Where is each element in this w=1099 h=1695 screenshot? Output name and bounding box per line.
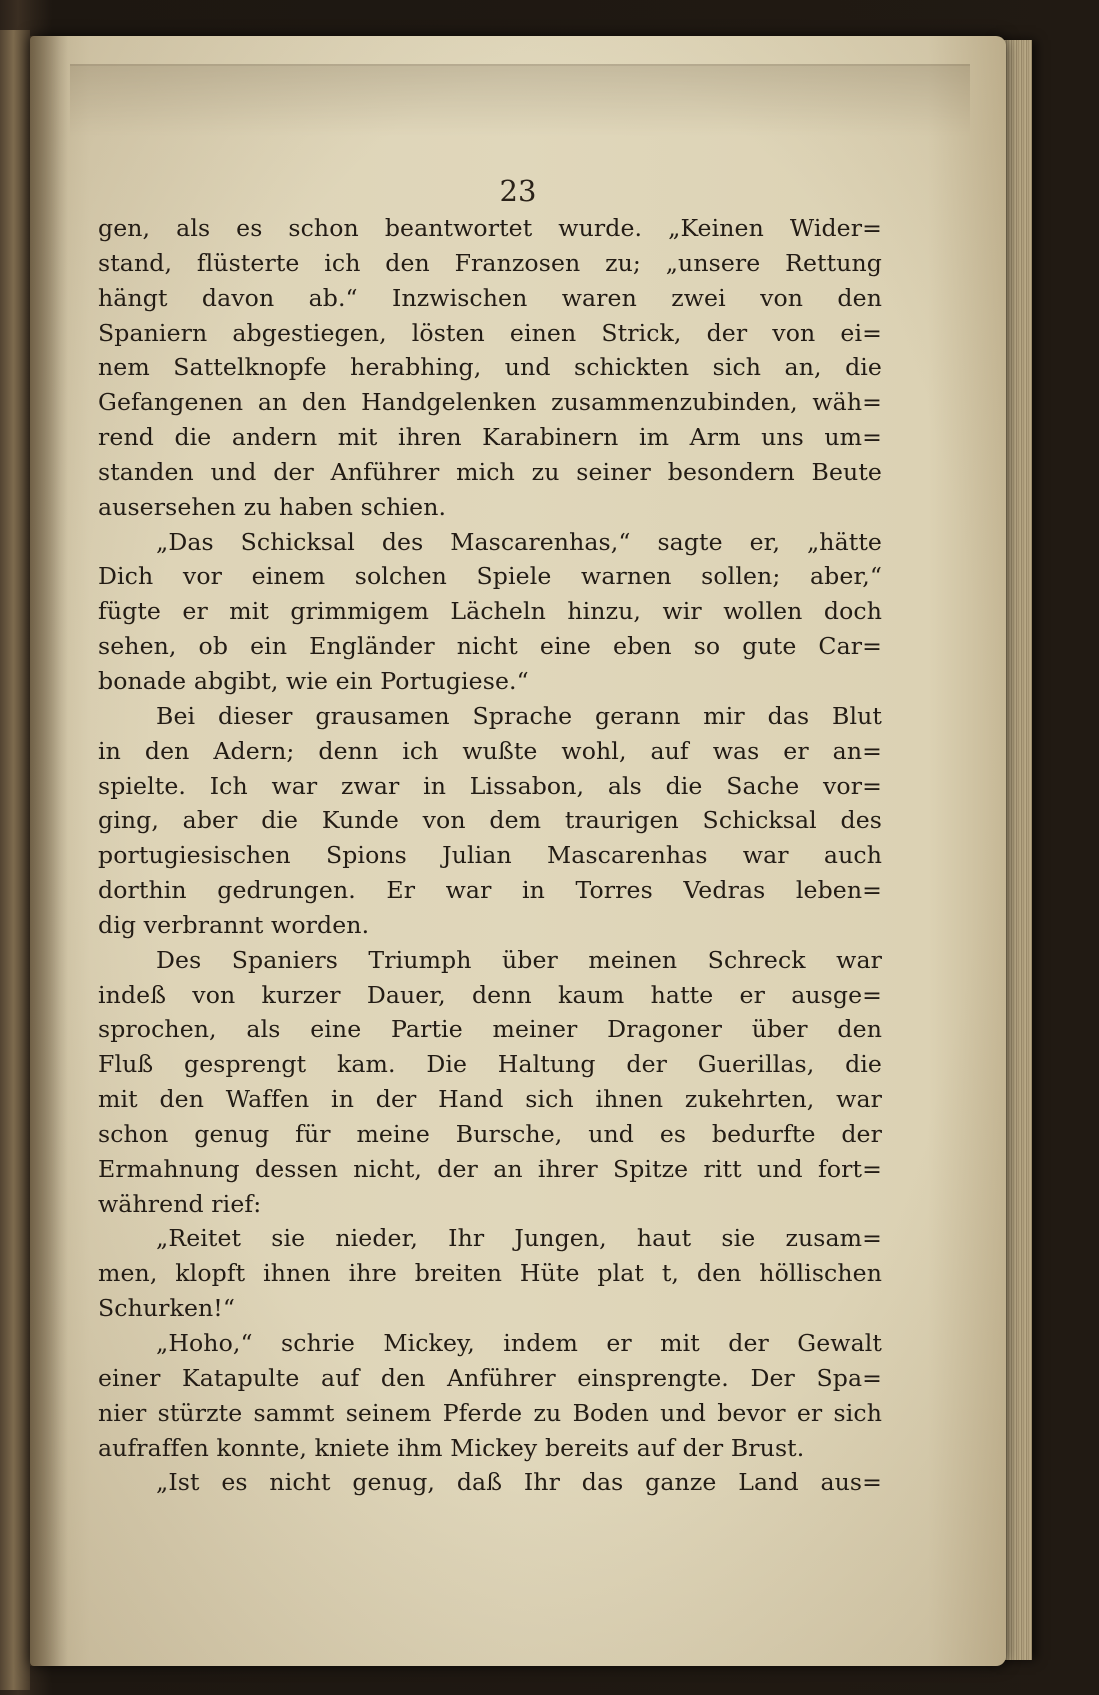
text-line: gen, als es schon beantwortet wurde. „Keinen Wider= (98, 214, 882, 242)
previous-page-edge (0, 30, 30, 1690)
page-top-fold (70, 64, 970, 136)
text-line: sprochen, als eine Partie meiner Dragoner über den (98, 1015, 882, 1044)
text-line: einer Katapulte auf den Anführer einsprengte. Der Spa= (98, 1363, 882, 1392)
text-line: Ermahnung dessen nicht, der an ihrer Spitze ritt und fort= (98, 1154, 882, 1183)
text-line: Dich vor einem solchen Spiele warnen sollen; aber,“ (98, 562, 882, 591)
text-line: in den Adern; denn ich wußte wohl, auf was er an= (98, 736, 882, 765)
text-line: schon genug für meine Bursche, und es bedurfte der (98, 1119, 882, 1148)
text-line: stand, flüsterte ich den Franzosen zu; „unsere Rettung (98, 248, 882, 277)
text-line: Bei dieser grausamen Sprache gerann mir das Blut (156, 701, 882, 730)
text-line: während rief: (98, 1189, 262, 1218)
page-number: 23 (499, 174, 537, 208)
page-gutter-shadow (30, 36, 68, 1666)
text-line: nier stürzte sammt seinem Pferde zu Boden und bevor er sich (98, 1398, 882, 1427)
text-line: aufraffen konnte, kniete ihm Mickey bereits auf der Brust. (98, 1433, 805, 1462)
text-line: nem Sattelknopfe herabhing, und schickten sich an, die (98, 353, 882, 382)
text-line: dig verbrannt worden. (98, 910, 370, 939)
text-line: Des Spaniers Triumph über meinen Schreck war (156, 945, 882, 974)
text-line: hängt davon ab.“ Inzwischen waren zwei von den (98, 283, 882, 312)
text-line: bonade abgibt, wie ein Portugiese.“ (98, 666, 529, 695)
text-line: mit den Waffen in der Hand sich ihnen zukehrten, war (98, 1085, 882, 1114)
text-line: „Das Schicksal des Mascarenhas,“ sagte er, „hätte (156, 527, 882, 556)
text-line: ausersehen zu haben schien. (98, 492, 447, 521)
text-line: Schurken!“ (98, 1294, 236, 1323)
text-line: men, klopft ihnen ihre breiten Hüte plat t, den höllischen (98, 1259, 882, 1288)
text-line: fügte er mit grimmigem Lächeln hinzu, wir wollen doch (98, 597, 882, 626)
text-line: standen und der Anführer mich zu seiner besondern Beute (98, 457, 882, 486)
text-line: rend die andern mit ihren Karabinern im Arm uns um= (98, 423, 882, 452)
text-line: indeß von kurzer Dauer, denn kaum hatte er ausge= (98, 980, 882, 1009)
text-line: dorthin gedrungen. Er war in Torres Vedras leben= (98, 876, 882, 905)
text-line: ging, aber die Kunde von dem traurigen Schicksal des (98, 806, 882, 835)
book-page (30, 36, 1006, 1666)
text-line: portugiesischen Spions Julian Mascarenhas war auch (98, 841, 882, 870)
text-line: „Reitet sie nieder, Ihr Jungen, haut sie zusam= (156, 1224, 882, 1253)
text-line: Fluß gesprengt kam. Die Haltung der Guerillas, die (98, 1050, 882, 1079)
text-line: Gefangenen an den Handgelenken zusammenzubinden, wäh= (98, 388, 882, 417)
text-line: sehen, ob ein Engländer nicht eine eben so gute Car= (98, 632, 882, 661)
body-text (98, 211, 882, 1500)
text-line: „Hoho,“ schrie Mickey, indem er mit der Gewalt (156, 1329, 882, 1357)
text-line: Spaniern abgestiegen, lösten einen Strick, der von ei= (98, 318, 882, 347)
text-line: spielte. Ich war zwar in Lissabon, als die Sache vor= (98, 771, 882, 800)
text-line: „Ist es nicht genug, daß Ihr das ganze Land aus= (156, 1468, 882, 1497)
